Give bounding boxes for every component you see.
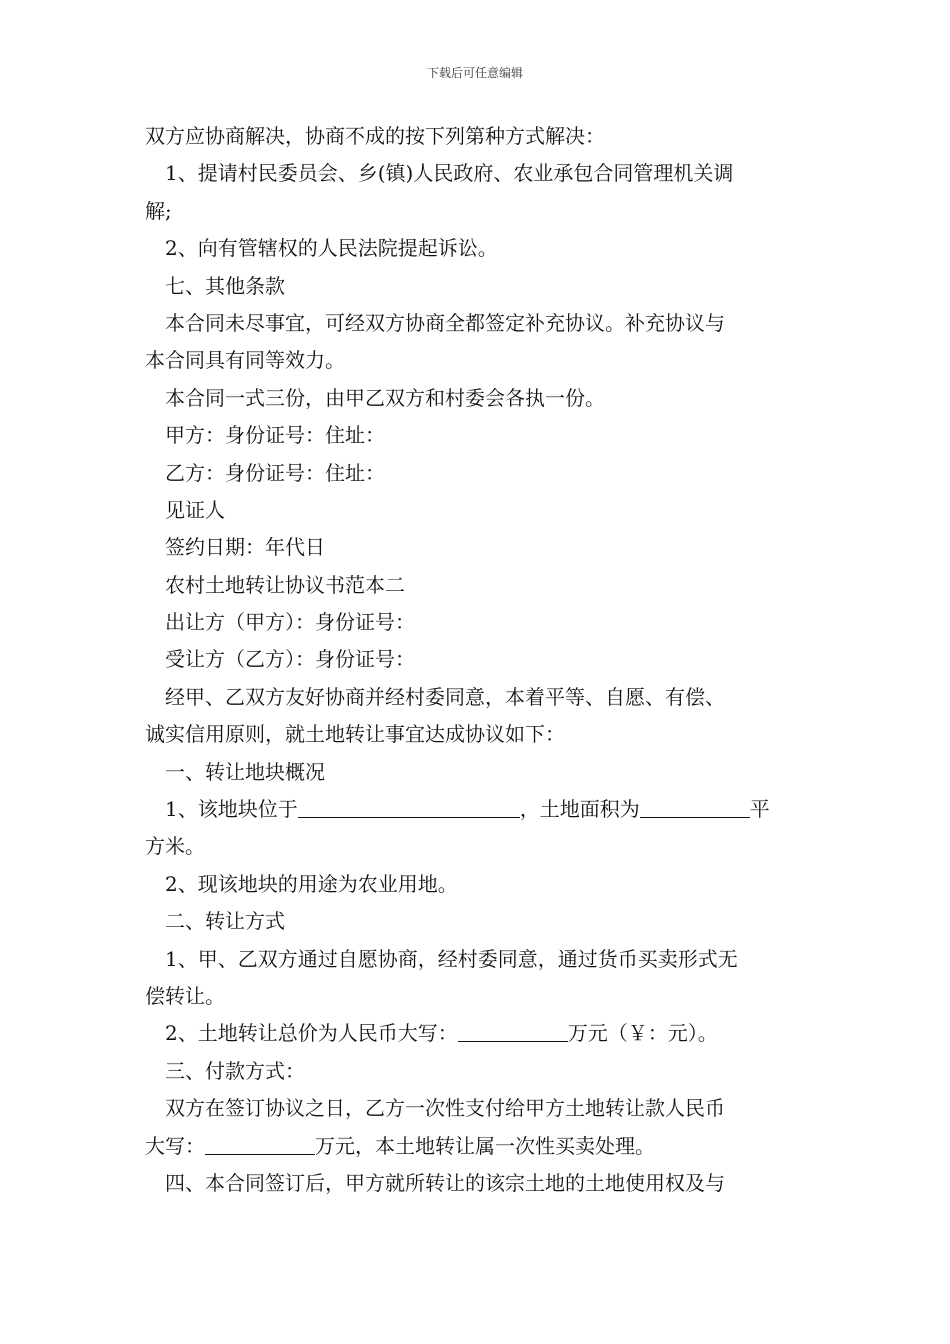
- text-line: 甲方：身份证号：住址：: [165, 423, 385, 448]
- text-line: 签约日期：年代日: [165, 535, 325, 560]
- page-header-note: 下载后可任意编辑: [426, 66, 523, 80]
- text-line: 方米。: [145, 834, 205, 859]
- text-line: 2、向有管辖权的人民法院提起诉讼。: [165, 236, 498, 261]
- section-heading: 三、付款方式：: [165, 1058, 305, 1083]
- text-line: 见证人: [165, 497, 225, 522]
- text-line: 本合同未尽事宜，可经双方协商全都签定补充协议。补充协议与: [165, 310, 725, 335]
- text-line: 偿转让。: [145, 983, 225, 1008]
- text-line: [145, 791, 815, 828]
- section-heading: 二、转让方式: [165, 909, 285, 934]
- text-line: 乙方：身份证号：住址：: [165, 460, 385, 485]
- text-line: 受让方（乙方）：身份证号：: [165, 647, 415, 672]
- text-line: 双方应协商解决，协商不成的按下列第种方式解决：: [145, 124, 605, 148]
- section-heading: 七、其他条款: [165, 273, 285, 298]
- text-line: 1、甲、乙双方通过自愿协商，经村委同意，通过货币买卖形式无: [165, 946, 738, 971]
- text-line: [145, 1015, 815, 1052]
- text-line: 出让方（甲方）：身份证号：: [165, 610, 415, 635]
- text-line: [145, 1128, 815, 1165]
- location-blank: [298, 795, 520, 818]
- text-segment: 万元，本土地转让属一次性买卖处理。: [315, 1133, 655, 1158]
- document-title: 农村土地转让协议书范本二: [165, 572, 405, 597]
- text-line: 本合同一式三份，由甲乙双方和村委会各执一份。: [165, 385, 605, 410]
- text-segment: 平: [749, 797, 770, 822]
- text-line: 诚实信用原则，就土地转让事宜达成协议如下：: [145, 722, 565, 747]
- text-line: 2、现该地块的用途为农业用地。: [165, 871, 458, 896]
- document-body: [145, 118, 815, 1202]
- text-segment: 万元（￥：元）。: [567, 1021, 718, 1046]
- payment-blank: [205, 1132, 315, 1155]
- text-line: 1、提请村民委员会、乡(镇)人民政府、农业承包合同管理机关调: [165, 161, 734, 186]
- text-segment: 2、土地转让总价为人民币大写：: [165, 1021, 458, 1046]
- text-segment: ，土地面积为: [519, 797, 640, 822]
- price-blank: [458, 1019, 568, 1042]
- text-line: 解;: [145, 198, 172, 223]
- text-line: 双方在签订协议之日，乙方一次性支付给甲方土地转让款人民币: [165, 1096, 725, 1121]
- text-line: 本合同具有同等效力。: [145, 348, 345, 373]
- area-blank: [640, 795, 750, 818]
- text-line: 四、本合同签订后，甲方就所转让的该宗土地的土地使用权及与: [165, 1170, 725, 1195]
- text-segment: 大写：: [145, 1133, 205, 1158]
- text-segment: 1、该地块位于: [165, 797, 298, 822]
- section-heading: 一、转让地块概况: [165, 759, 325, 784]
- text-line: 经甲、乙双方友好协商并经村委同意，本着平等、自愿、有偿、: [165, 684, 725, 709]
